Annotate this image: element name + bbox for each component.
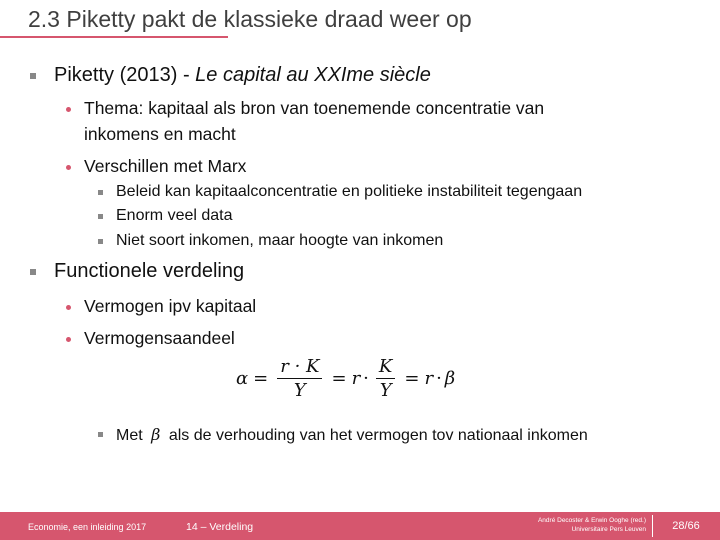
slide-title: 2.3 Piketty pakt de klassieke draad weer op: [28, 6, 472, 32]
square-bullet-icon: [30, 269, 36, 275]
beta-note-text: als de verhouding van het vermogen tov nationaal inkomen: [168, 427, 588, 444]
formula-fraction-1: [277, 356, 322, 401]
footer-bar: [0, 512, 720, 540]
footer-divider: [652, 515, 653, 537]
square-bullet-icon: [98, 239, 103, 244]
formula-fraction-1-numerator: r · K: [277, 356, 322, 379]
formula-dot: ·: [363, 368, 369, 389]
formula-equals: =: [404, 368, 420, 389]
formula-beta-symbol: β: [444, 368, 456, 389]
formula-equals: =: [253, 368, 269, 389]
sub-sub-bullet-data: Enorm veel data: [116, 207, 233, 224]
bullet-functionele-verdeling: Functionele verdeling: [54, 260, 245, 282]
sub-bullet-thema-continued: inkomens en macht: [84, 124, 236, 144]
formula-equals: =: [331, 368, 347, 389]
sub-bullet-thema: Thema: kapitaal als bron van toenemende concentratie van: [84, 98, 545, 118]
bullet-piketty: [54, 64, 431, 87]
formula-fraction-2: [376, 356, 395, 401]
sub-sub-bullet-inkomen: Niet soort inkomen, maar hoogte van inkomen: [116, 232, 444, 249]
formula-alpha-symbol: α: [236, 368, 249, 389]
formula-r: r: [424, 368, 434, 389]
dot-bullet-icon: [66, 337, 71, 342]
footer-authors-line1: André Decoster & Erwin Ooghe (red.): [537, 517, 646, 524]
formula-r: r: [351, 368, 361, 389]
dot-bullet-icon: [66, 165, 71, 170]
footer-page-number: 28/66: [672, 520, 700, 532]
dot-bullet-icon: [66, 107, 71, 112]
square-bullet-icon: [98, 190, 103, 195]
dot-bullet-icon: [66, 305, 71, 310]
sub-sub-bullet-beleid: Beleid kan kapitaalconcentratie en politieke instabiliteit tegengaan: [116, 183, 583, 200]
square-bullet-icon: [30, 73, 36, 79]
beta-note-prefix: Met: [116, 427, 143, 444]
square-bullet-icon: [98, 432, 103, 437]
sub-bullet-vermogensaandeel: Vermogensaandeel: [84, 328, 235, 348]
beta-note-symbol: β: [151, 425, 161, 444]
sub-sub-bullet-beta-note: [116, 425, 588, 445]
formula-fraction-1-denominator: Y: [293, 380, 306, 401]
formula-fraction-2-denominator: Y: [379, 380, 392, 401]
footer-authors-line2: Universitaire Pers Leuven: [571, 526, 646, 533]
footer-authors: [498, 516, 646, 534]
square-bullet-icon: [98, 214, 103, 219]
footer-book-title: Economie, een inleiding 2017: [28, 522, 147, 532]
sub-bullet-vermogen: Vermogen ipv kapitaal: [84, 296, 257, 316]
bullet-piketty-prefix: Piketty (2013) -: [54, 64, 196, 86]
formula-dot: ·: [436, 368, 442, 389]
footer-chapter: 14 – Verdeling: [186, 521, 254, 533]
sub-bullet-verschillen: Verschillen met Marx: [84, 156, 247, 176]
bullet-piketty-book-title: Le capital au XXIme siècle: [195, 64, 431, 86]
title-underline: [0, 36, 228, 38]
formula-alpha: [236, 356, 455, 401]
formula-fraction-2-numerator: K: [376, 356, 395, 379]
